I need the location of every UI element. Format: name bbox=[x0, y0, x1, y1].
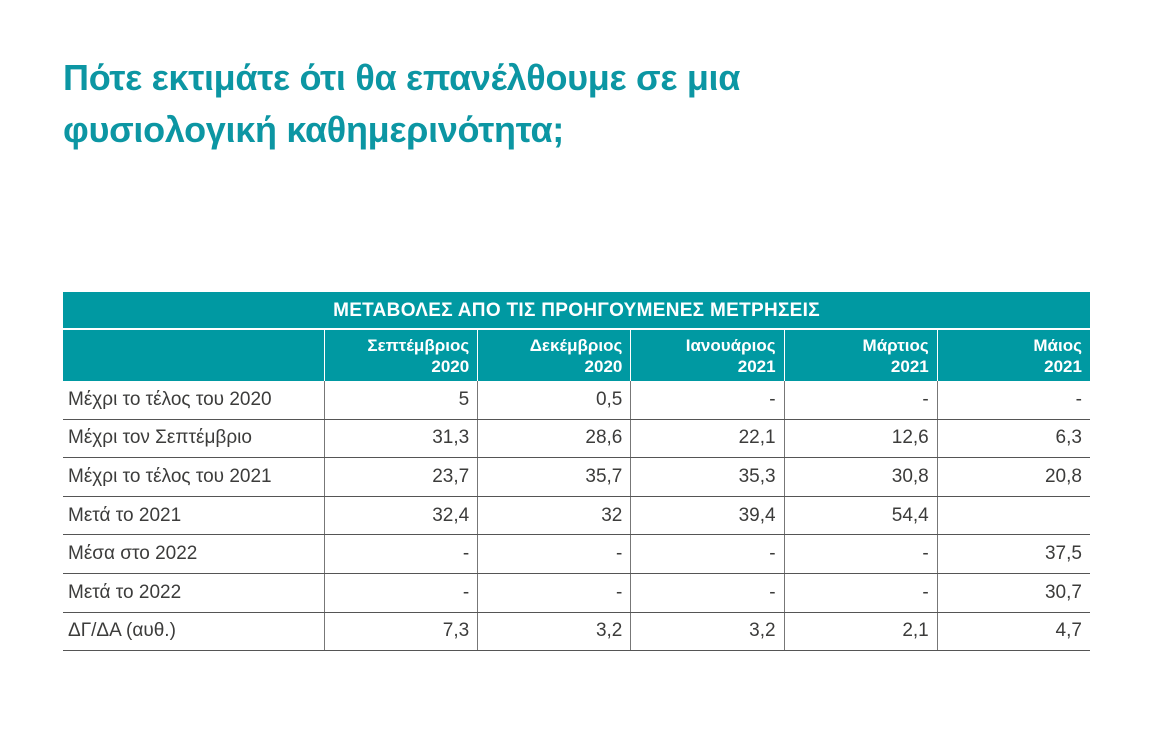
cell-value: 3,2 bbox=[630, 613, 783, 651]
cell-value: 5 bbox=[324, 381, 477, 419]
row-label: Μετά το 2022 bbox=[68, 581, 182, 603]
table-row bbox=[63, 535, 1090, 574]
table-column-headers bbox=[63, 330, 1090, 381]
cell-value: 4,7 bbox=[937, 613, 1090, 651]
table-row bbox=[63, 381, 1090, 420]
column-year: 2021 bbox=[1044, 357, 1082, 376]
cell-value: 6,3 bbox=[937, 420, 1090, 458]
column-header-may-2021 bbox=[937, 330, 1090, 381]
cell-value: 0,5 bbox=[477, 381, 630, 419]
cell-value: 30,7 bbox=[937, 574, 1090, 612]
table-header-title: ΜΕΤΑΒΟΛΕΣ ΑΠΟ ΤΙΣ ΠΡΟΗΓΟΥΜΕΝΕΣ ΜΕΤΡΗΣΕΙΣ bbox=[63, 292, 1090, 330]
cell-value: - bbox=[784, 535, 937, 573]
table-row bbox=[63, 574, 1090, 613]
cell-value: 20,8 bbox=[937, 458, 1090, 496]
column-month: Ιανουάριος bbox=[685, 336, 776, 355]
cell-value: 35,3 bbox=[630, 458, 783, 496]
cell-value: - bbox=[630, 535, 783, 573]
cell-value: 23,7 bbox=[324, 458, 477, 496]
cell-value: 54,4 bbox=[784, 497, 937, 535]
cell-value: - bbox=[937, 381, 1090, 419]
table-row bbox=[63, 458, 1090, 497]
row-label: Μετά το 2021 bbox=[68, 504, 182, 526]
cell-value bbox=[937, 497, 1090, 535]
column-month: Μάρτιος bbox=[862, 336, 929, 355]
cell-value: - bbox=[477, 535, 630, 573]
column-year: 2021 bbox=[737, 357, 776, 376]
cell-value: 32,4 bbox=[324, 497, 477, 535]
cell-value: 7,3 bbox=[324, 613, 477, 651]
column-header-sep-2020 bbox=[324, 330, 477, 381]
column-month: Σεπτέμβριος bbox=[367, 336, 470, 355]
column-header-dec-2020 bbox=[477, 330, 630, 381]
row-label: Μέχρι τον Σεπτέμβριο bbox=[68, 427, 252, 449]
cell-value: - bbox=[477, 574, 630, 612]
table-row bbox=[63, 420, 1090, 459]
table-row bbox=[63, 613, 1090, 652]
column-month: Μάιος bbox=[1033, 336, 1082, 355]
column-header-mar-2021 bbox=[784, 330, 937, 381]
column-year: 2020 bbox=[584, 357, 623, 376]
cell-value: - bbox=[324, 574, 477, 612]
cell-value: 39,4 bbox=[630, 497, 783, 535]
cell-value: 30,8 bbox=[784, 458, 937, 496]
cell-value: 31,3 bbox=[324, 420, 477, 458]
cell-value: - bbox=[784, 381, 937, 419]
cell-value: - bbox=[630, 574, 783, 612]
row-label: Μέσα στο 2022 bbox=[68, 543, 198, 565]
column-header-jan-2021 bbox=[630, 330, 783, 381]
column-month: Δεκέμβριος bbox=[529, 336, 623, 355]
cell-value: 2,1 bbox=[784, 613, 937, 651]
row-label: ΔΓ/ΔΑ (αυθ.) bbox=[68, 620, 176, 642]
cell-value: 35,7 bbox=[477, 458, 630, 496]
cell-value: 37,5 bbox=[937, 535, 1090, 573]
cell-value: 22,1 bbox=[630, 420, 783, 458]
cell-value: - bbox=[324, 535, 477, 573]
cell-value: - bbox=[630, 381, 783, 419]
table-row bbox=[63, 497, 1090, 536]
page-title: Πότε εκτιμάτε ότι θα επανέλθουμε σε μια φυσιολογική καθημερινότητα; bbox=[63, 57, 741, 150]
row-label: Μέχρι το τέλος του 2021 bbox=[68, 465, 272, 487]
column-header-spacer bbox=[63, 330, 324, 381]
row-label: Μέχρι το τέλος του 2020 bbox=[68, 388, 272, 410]
cell-value: 32 bbox=[477, 497, 630, 535]
survey-table bbox=[63, 292, 1090, 651]
cell-value: 3,2 bbox=[477, 613, 630, 651]
cell-value: - bbox=[784, 574, 937, 612]
cell-value: 12,6 bbox=[784, 420, 937, 458]
cell-value: 28,6 bbox=[477, 420, 630, 458]
column-year: 2020 bbox=[431, 357, 470, 376]
column-year: 2021 bbox=[890, 357, 929, 376]
